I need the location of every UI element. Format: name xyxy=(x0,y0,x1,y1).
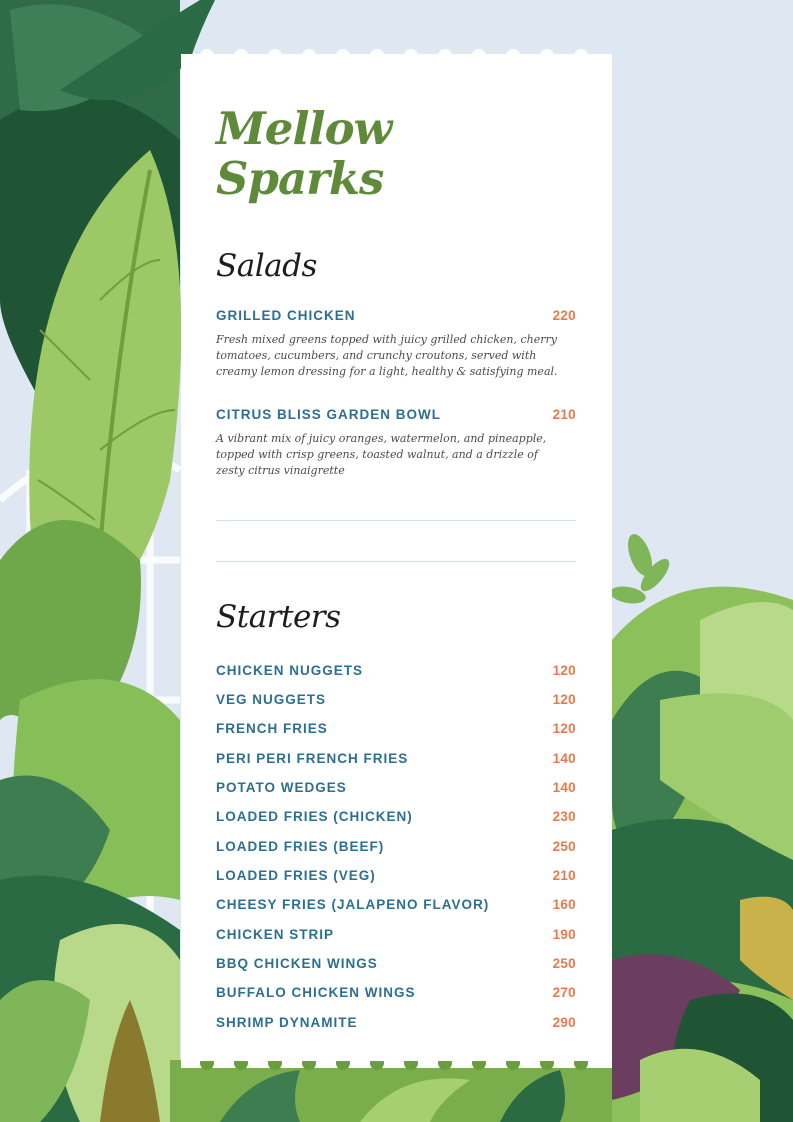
menu-item xyxy=(216,925,576,943)
item-name: LOADED FRIES (BEEF) xyxy=(216,838,385,854)
item-price: 270 xyxy=(552,984,576,1000)
item-price: 160 xyxy=(552,896,576,912)
divider xyxy=(216,520,576,521)
item-price: 220 xyxy=(552,307,576,323)
item-name: CHICKEN NUGGETS xyxy=(216,662,364,678)
divider xyxy=(216,561,576,562)
item-price: 140 xyxy=(552,779,576,795)
item-name: LOADED FRIES (CHICKEN) xyxy=(216,808,413,824)
item-name: BUFFALO CHICKEN WINGS xyxy=(216,984,416,1000)
item-price: 120 xyxy=(552,691,576,707)
brand-title xyxy=(216,104,391,204)
item-name: SHRIMP DYNAMITE xyxy=(216,1014,358,1030)
item-name: CITRUS BLISS GARDEN BOWL xyxy=(216,406,441,422)
item-description: Fresh mixed greens topped with juicy grilled chicken, cherry tomatoes, cucumbers, and crunchy croutons, served with creamy lemon dressing for a light, healthy & satisfying meal. xyxy=(216,333,558,378)
item-price: 120 xyxy=(552,720,576,736)
item-name: PERI PERI FRENCH FRIES xyxy=(216,750,409,766)
item-name: BBQ CHICKEN WINGS xyxy=(216,955,378,971)
item-name: VEG NUGGETS xyxy=(216,691,327,707)
menu-item xyxy=(216,690,576,708)
menu-item xyxy=(216,405,576,423)
menu-item xyxy=(216,778,576,796)
menu-item xyxy=(216,866,576,884)
menu-item xyxy=(216,661,576,679)
item-name: GRILLED CHICKEN xyxy=(216,307,356,323)
item-price: 140 xyxy=(552,750,576,766)
item-name: CHEESY FRIES (JALAPENO FLAVOR) xyxy=(216,896,490,912)
menu-item xyxy=(216,719,576,737)
section-title-starters: Starters xyxy=(216,599,341,635)
item-price: 230 xyxy=(552,808,576,824)
section-title-salads: Salads xyxy=(216,248,317,284)
brand-line-1: Mellow xyxy=(216,102,392,155)
item-price: 190 xyxy=(552,926,576,942)
menu-item xyxy=(216,807,576,825)
item-name: POTATO WEDGES xyxy=(216,779,347,795)
item-price: 210 xyxy=(552,867,576,883)
item-description: A vibrant mix of juicy oranges, watermelon, and pineapple, topped with crisp greens, toasted walnut, and a drizzle of zesty citrus vinaigrette xyxy=(216,432,547,477)
item-name: CHICKEN STRIP xyxy=(216,926,335,942)
brand-line-2: Sparks xyxy=(216,152,384,205)
item-price: 210 xyxy=(552,406,576,422)
card-scallop-bottom xyxy=(181,1061,612,1071)
item-name: FRENCH FRIES xyxy=(216,720,328,736)
menu-item xyxy=(216,954,576,972)
item-price: 290 xyxy=(552,1014,576,1030)
menu-item xyxy=(216,306,576,324)
item-name: LOADED FRIES (VEG) xyxy=(216,867,376,883)
menu-item xyxy=(216,983,576,1001)
item-price: 250 xyxy=(552,838,576,854)
item-price: 250 xyxy=(552,955,576,971)
item-price: 120 xyxy=(552,662,576,678)
menu-item xyxy=(216,837,576,855)
menu-item xyxy=(216,895,576,913)
menu-item xyxy=(216,1013,576,1031)
menu-item xyxy=(216,749,576,767)
